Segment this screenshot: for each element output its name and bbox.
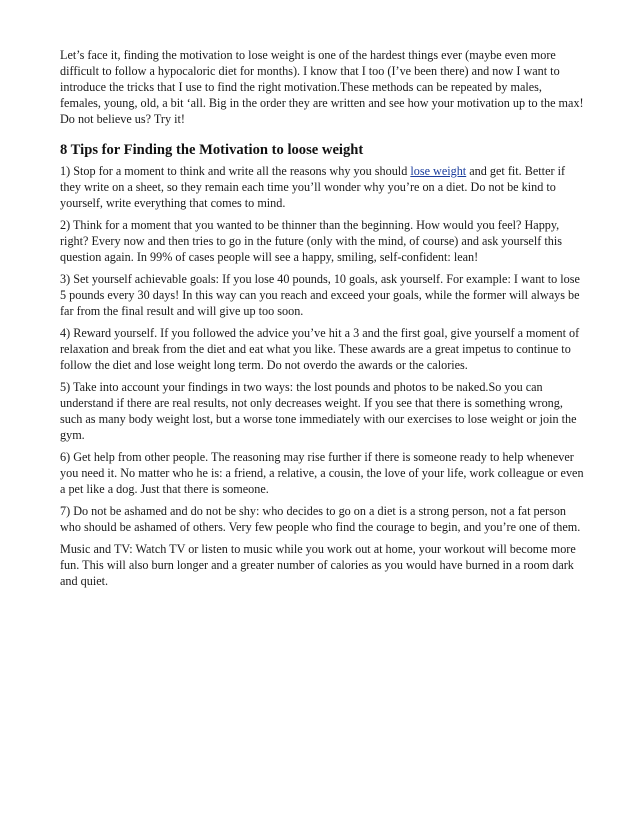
section-heading: 8 Tips for Finding the Motivation to loose weight bbox=[60, 142, 364, 158]
tip-5-paragraph: 5) Take into account your findings in two ways: the lost pounds and photos to be naked.So you can understand if there are real results, not only decreases weight. If you see that there is something wrong, such as many body weight lost, but a worse tone immediately with our exercises to lose weight or join the gym. bbox=[60, 380, 577, 442]
tip-3-paragraph: 3) Set yourself achievable goals: If you lose 40 pounds, 10 goals, ask yourself. For example: I want to lose 5 pounds every 30 days! In this way can you reach and exceed your goals, while the former will always be far from the final result and will give up too soon. bbox=[60, 272, 580, 318]
tip-1-paragraph bbox=[60, 163, 584, 211]
music-tv-paragraph: Music and TV: Watch TV or listen to music while you work out at home, your workout will become more fun. This will also burn longer and a greater number of calories as you would have burned in a room dark and quiet. bbox=[60, 542, 576, 588]
document-page bbox=[60, 47, 584, 595]
intro-paragraph: Let’s face it, finding the motivation to lose weight is one of the hardest things ever (maybe even more difficult to follow a hypocaloric diet for months). I know that I too (I’ve been there) and now I want to introduce the tricks that I use to find the right motivation.These methods can be repeated by males, females, young, old, a bit ‘all. Big in the order they are written and see how your motivation up to the max! Do not believe us? Try it! bbox=[60, 48, 584, 126]
tip-7-paragraph: 7) Do not be ashamed and do not be shy: who decides to go on a diet is a strong person, not a fat person who should be ashamed of others. Very few people who find the courage to begin, and you’re one of them. bbox=[60, 504, 581, 534]
tip-1-text-after: and get fit. Better if they write on a sheet, so they remain each time you’ll wonder why you’re on a diet. Do not be kind to yourself, write everything that comes to mind. bbox=[60, 164, 566, 210]
tip-2-paragraph: 2) Think for a moment that you wanted to be thinner than the beginning. How would you feel? Happy, right? Every now and then tries to go in the future (only with the mind, of course) and ask yourself this question again. In 99% of cases people will see a happy, smiling, self-confident: lean! bbox=[60, 218, 562, 264]
tip-6-paragraph: 6) Get help from other people. The reasoning may rise further if there is someone ready to help whenever you need it. No matter who he is: a friend, a relative, a cousin, the love of your life, work colleague or even a pet like a dog. Just that there is someone. bbox=[60, 450, 584, 496]
tip-1-text-before: 1) Stop for a moment to think and write all the reasons why you should bbox=[60, 164, 411, 178]
lose-weight-link[interactable]: lose weight bbox=[410, 164, 467, 178]
tip-4-paragraph: 4) Reward yourself. If you followed the advice you’ve hit a 3 and the first goal, give yourself a moment of relaxation and break from the diet and eat what you like. These awards are a great impetus to continue to follow the diet and lose weight long term. Do not overdo the awards or the calories. bbox=[60, 326, 580, 372]
